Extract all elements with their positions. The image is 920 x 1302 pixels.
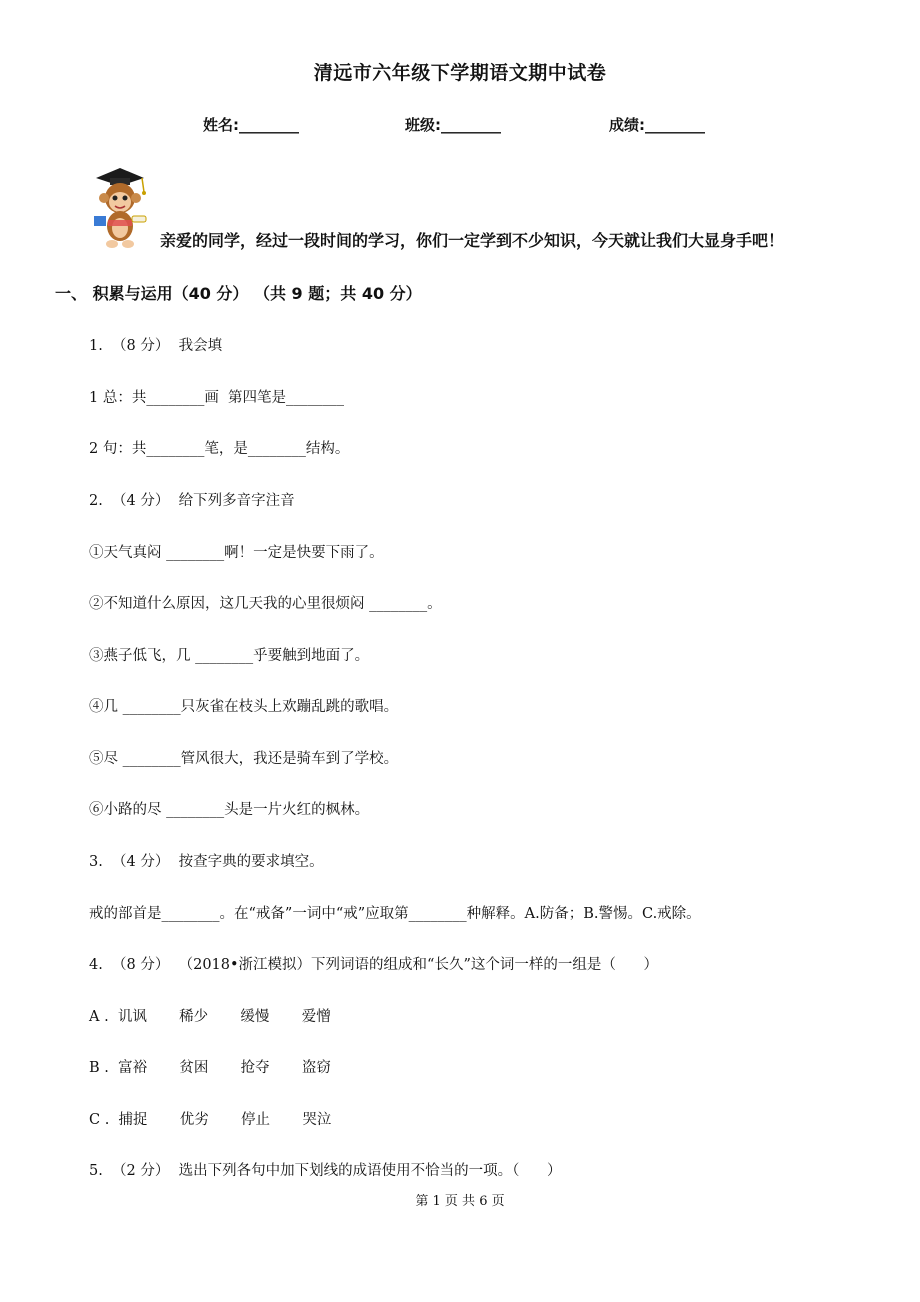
question-2-title: 2. （4 分） 给下列多音字注音	[89, 493, 295, 509]
question-line: ④几 ________只灰雀在枝头上欢蹦乱跳的歌唱。	[89, 699, 399, 715]
question-3-title: 3. （4 分） 按查字典的要求填空。	[89, 854, 324, 870]
question-1-title: 1. （8 分） 我会填	[89, 338, 223, 354]
mascot-monkey-icon	[86, 160, 152, 250]
question-line: 1 总：共________画 第四笔是________	[89, 390, 345, 406]
question-line: ⑥小路的尽 ________头是一片火红的枫林。	[89, 802, 370, 818]
section-heading: 一、 积累与运用（40 分） （共 9 题；共 40 分）	[55, 284, 422, 303]
score-field: 成绩:________	[609, 116, 705, 134]
greeting-text: 亲爱的同学，经过一段时间的学习，你们一定学到不少知识，今天就让我们大显身手吧！	[160, 231, 785, 250]
page-footer: 第 1 页 共 6 页	[415, 1194, 505, 1209]
class-field: 班级:________	[405, 116, 501, 134]
question-4-title: 4. （8 分） （2018•浙江模拟）下列词语的组成和“长久”这个词一样的一组是（ ）	[89, 957, 659, 973]
option-b: B . 富裕 贫困 抢夺 盗窃	[89, 1060, 331, 1076]
name-field: 姓名:________	[203, 116, 299, 134]
question-line: ③燕子低飞，几 ________乎要触到地面了。	[89, 648, 370, 664]
question-line: ⑤尽 ________管风很大，我还是骑车到了学校。	[89, 751, 399, 767]
question-line: ②不知道什么原因，这几天我的心里很烦闷 ________。	[89, 596, 442, 612]
question-line: 戒的部首是________。在“戒备”一词中“戒”应取第________种解释。A.防备；B.警惕。C.戒除。	[89, 906, 701, 922]
option-a: A . 讥讽 稀少 缓慢 爱憎	[89, 1009, 331, 1025]
page-title: 清远市六年级下学期语文期中试卷	[313, 62, 607, 84]
question-line: ①天气真闷 ________啊！一定是快要下雨了。	[89, 545, 384, 561]
question-line: 2 句：共________笔，是________结构。	[89, 441, 350, 457]
option-c: C . 捕捉 优劣 停止 哭泣	[89, 1112, 332, 1128]
question-5-title: 5. （2 分） 选出下列各句中加下划线的成语使用不恰当的一项。（ ）	[89, 1163, 562, 1179]
